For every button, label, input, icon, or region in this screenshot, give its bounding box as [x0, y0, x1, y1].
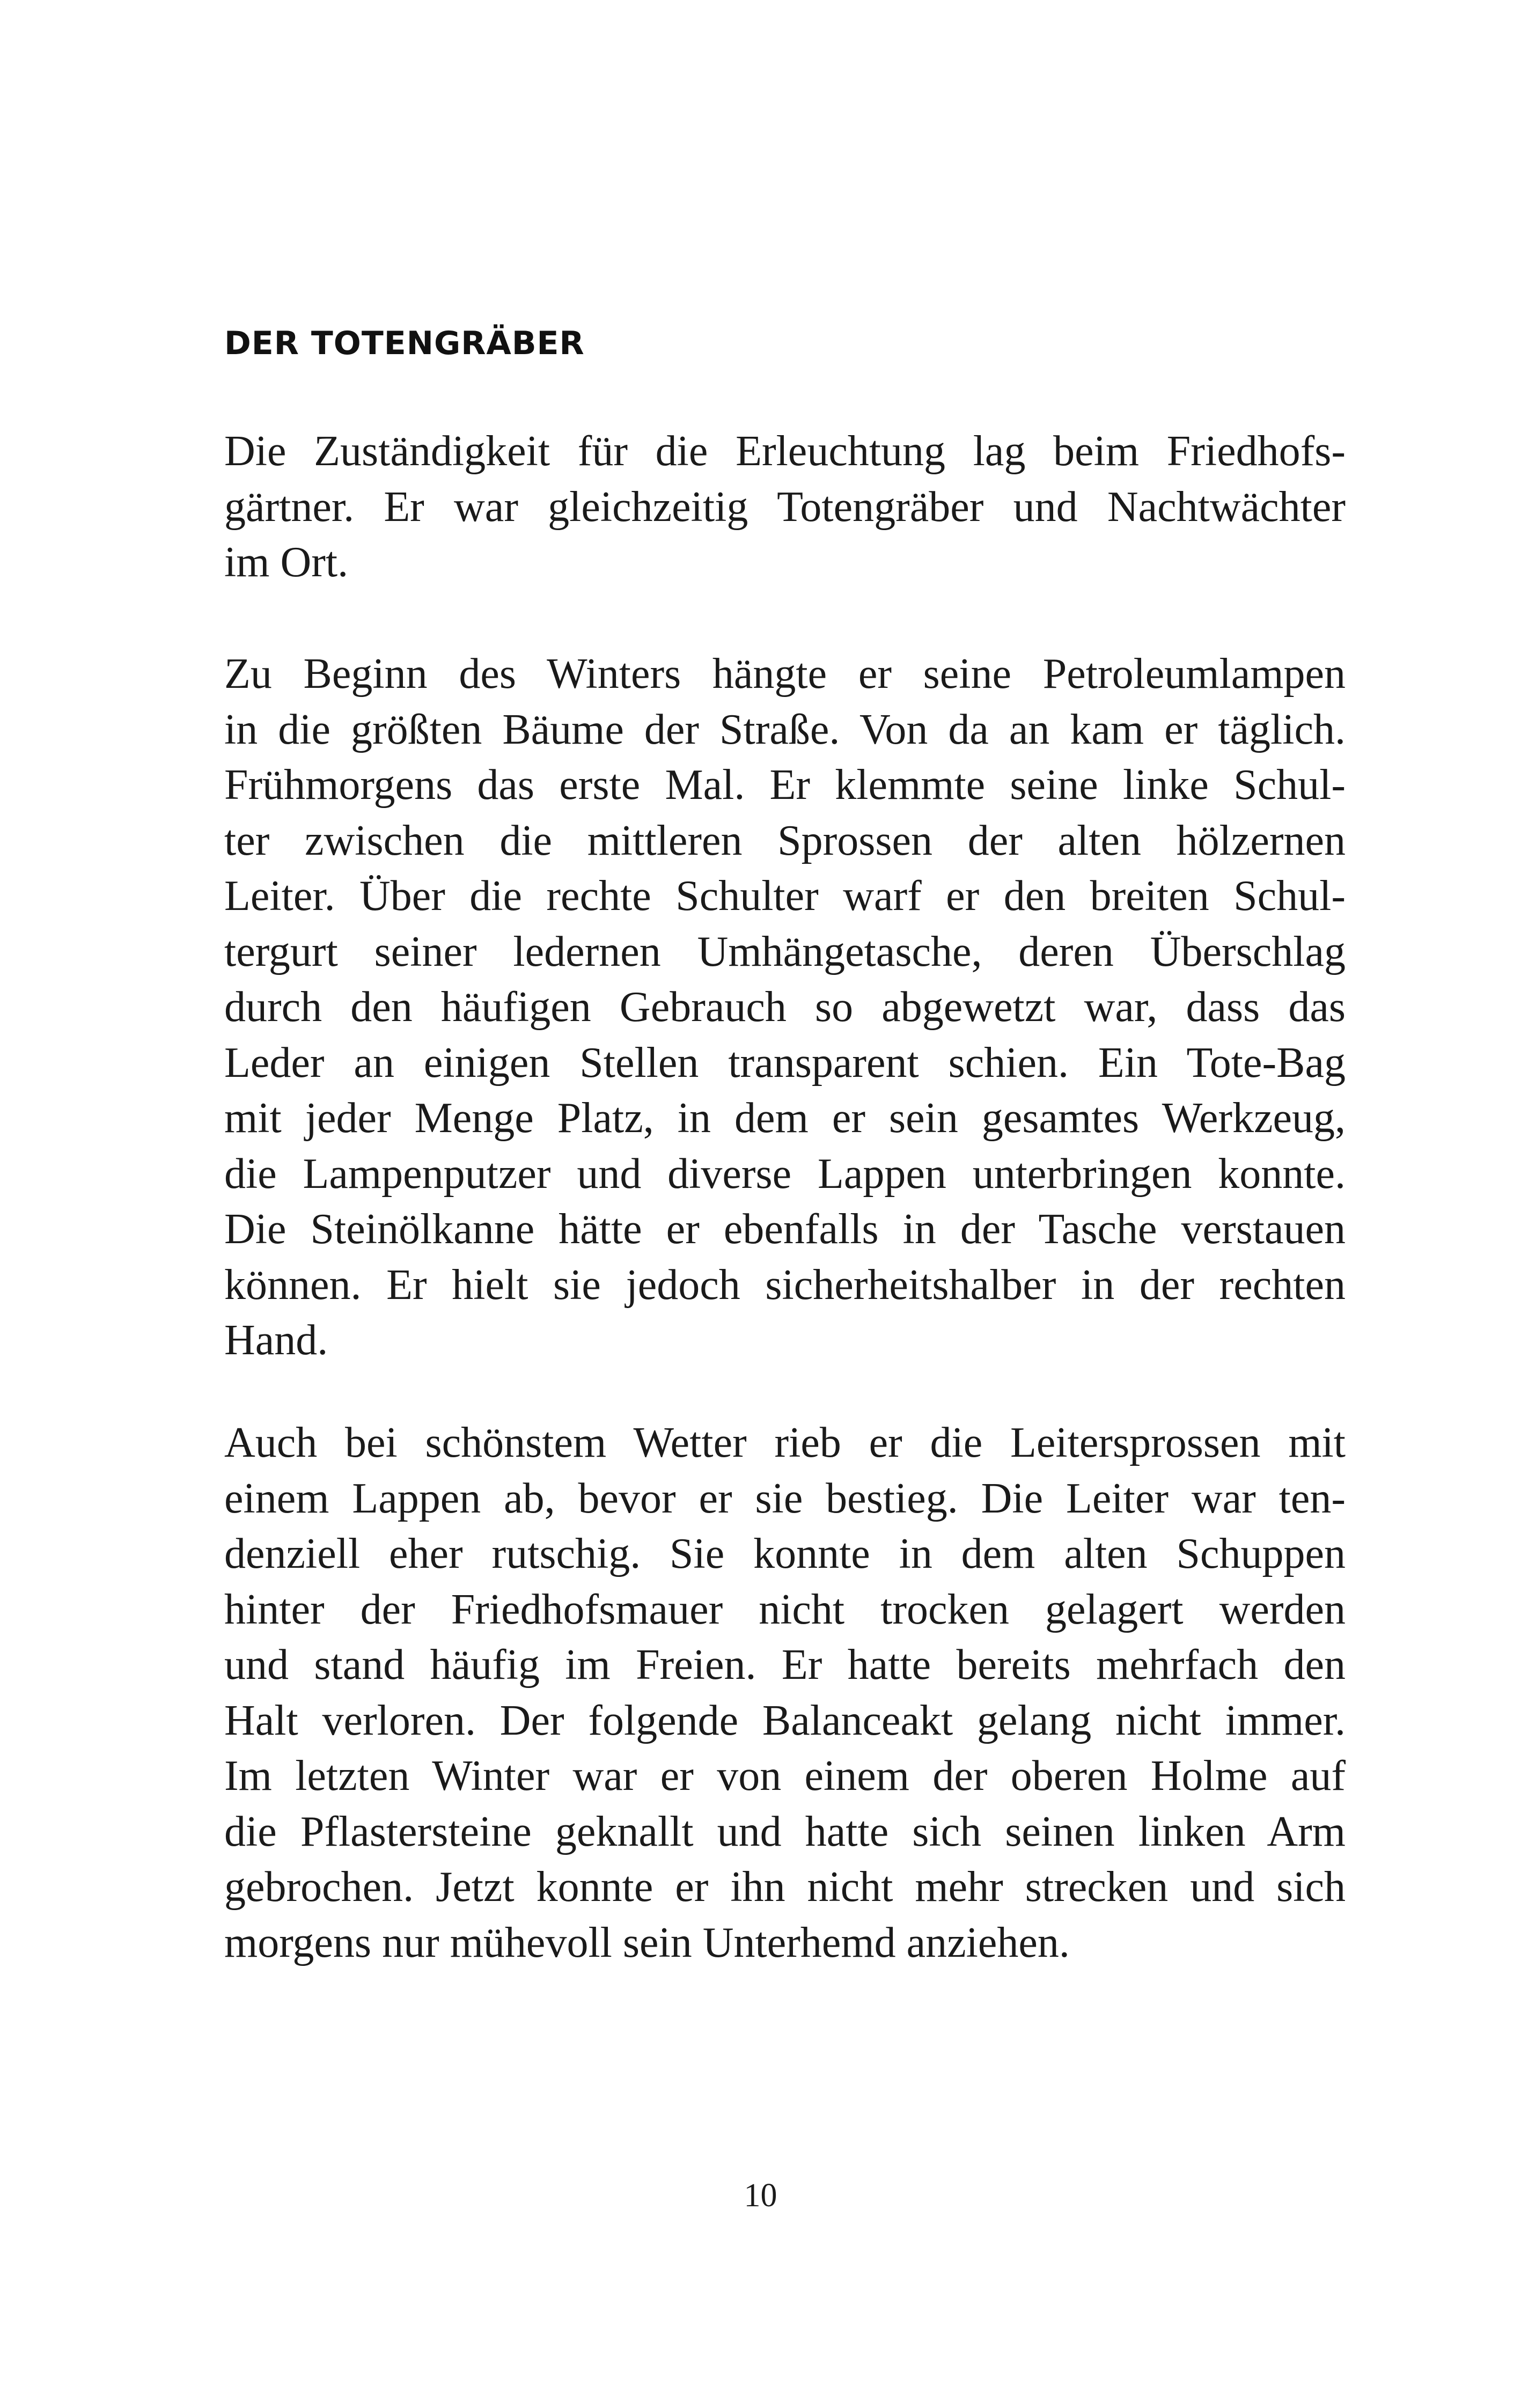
- text-line: Leiter. Über die rechte Schulter warf er den breiten Schul-: [224, 872, 1346, 920]
- text-line: können. Er hielt sie jedoch sicherheitshalber in der rechten: [224, 1261, 1346, 1309]
- text-line: Zu Beginn des Winters hängte er seine Petroleumlampen: [224, 650, 1346, 698]
- text-line: Die Zuständigkeit für die Erleuchtung lag beim Friedhofs-: [224, 428, 1346, 475]
- text-line: durch den häufigen Gebrauch so abgewetzt war, dass das: [224, 983, 1346, 1031]
- text-line: Auch bei schönstem Wetter rieb er die Leitersprossen mit: [224, 1419, 1346, 1466]
- text-line: mit jeder Menge Platz, in dem er sein gesamtes Werkzeug,: [224, 1095, 1346, 1142]
- text-line: denziell eher rutschig. Sie konnte in dem alten Schuppen: [224, 1530, 1346, 1577]
- text-line: Frühmorgens das erste Mal. Er klemmte seine linke Schul-: [224, 761, 1346, 809]
- text-line: die Pflastersteine geknallt und hatte sich seinen linken Arm: [224, 1808, 1346, 1855]
- page-number: 10: [744, 2177, 777, 2214]
- text-line: tergurt seiner ledernen Umhängetasche, deren Überschlag: [224, 928, 1346, 975]
- text-line: gärtner. Er war gleichzeitig Totengräber und Nachtwächter: [224, 483, 1346, 531]
- text-line: gebrochen. Jetzt konnte er ihn nicht mehr strecken und sich: [224, 1863, 1346, 1911]
- text-line: in die größten Bäume der Straße. Von da an kam er täglich.: [224, 706, 1346, 753]
- text-line: hinter der Friedhofsmauer nicht trocken gelagert werden: [224, 1585, 1346, 1633]
- text-line: Hand.: [224, 1317, 328, 1364]
- chapter-title: DER TOTENGRÄBER: [224, 325, 585, 362]
- paragraph-2: [224, 647, 1346, 1369]
- text-line: Die Steinölkanne hätte er ebenfalls in der Tasche verstauen: [224, 1206, 1346, 1253]
- text-line: Halt verloren. Der folgende Balanceakt gelang nicht immer.: [224, 1697, 1346, 1744]
- text-line: und stand häufig im Freien. Er hatte bereits mehrfach den: [224, 1641, 1346, 1688]
- paragraph-3: [224, 1415, 1346, 1971]
- text-line: die Lampenputzer und diverse Lappen unterbringen konnte.: [224, 1150, 1346, 1198]
- text-line: morgens nur mühevoll sein Unterhemd anziehen.: [224, 1919, 1070, 1966]
- text-line: ter zwischen die mittleren Sprossen der alten hölzernen: [224, 817, 1346, 864]
- text-line: Leder an einigen Stellen transparent schien. Ein Tote-Bag: [224, 1039, 1346, 1086]
- text-line: im Ort.: [224, 539, 349, 586]
- text-line: einem Lappen ab, bevor er sie bestieg. Die Leiter war ten-: [224, 1474, 1346, 1522]
- text-line: Im letzten Winter war er von einem der oberen Holme auf: [224, 1752, 1346, 1800]
- paragraph-1: [224, 424, 1346, 591]
